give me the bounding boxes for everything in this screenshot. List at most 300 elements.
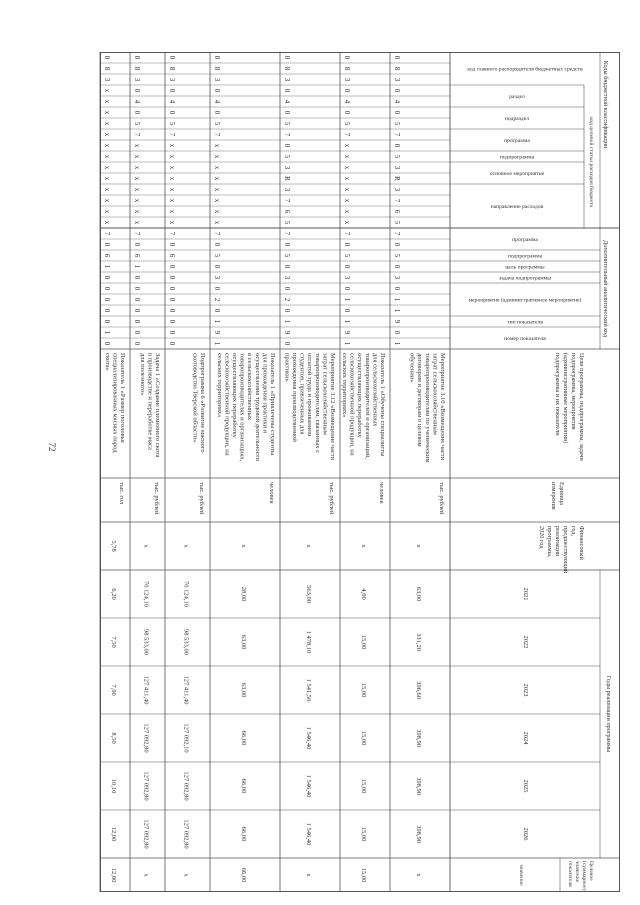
text-line: специализированных мясных пород: [111, 353, 119, 453]
row-base-value: x: [415, 544, 422, 548]
text-line: реализации: [554, 526, 561, 557]
code-column-header: раздел: [509, 94, 525, 100]
code-cell: 7: [343, 132, 351, 137]
row-year-value: 1 546,40: [305, 774, 312, 798]
code-cell: 1: [283, 319, 291, 324]
text-line: сельскохозяйственной продукции, на: [348, 353, 356, 456]
row-target-value: 12,00: [110, 867, 117, 883]
code-cell: 0: [283, 55, 291, 60]
row-year-value: 66,00: [240, 778, 247, 794]
row-year-value: 4,00: [360, 588, 367, 600]
code-column-header: подраздел: [505, 116, 529, 122]
code-cell: 3: [283, 165, 291, 170]
row-goal-text: [191, 353, 206, 453]
year-header-2022: 2022: [522, 635, 529, 649]
text-line: практики»: [283, 353, 291, 382]
code-cell: x: [133, 198, 141, 203]
code-cell: 0: [343, 242, 351, 247]
code-cell: 0: [213, 110, 221, 115]
code-cell: 2: [213, 297, 221, 302]
code-cell: 9: [283, 330, 291, 335]
code-cell: 5: [393, 154, 401, 159]
code-cell: x: [133, 220, 141, 225]
row-target-value: x: [415, 873, 422, 877]
code-cell: 0: [283, 286, 291, 291]
text-line: Подпрограмма 6 «Развитие мясного: [199, 353, 206, 453]
row-year-value: 127 092,80: [182, 819, 190, 849]
code-cell: 6: [393, 209, 401, 214]
code-cell: 6: [103, 253, 111, 258]
row-year-value: 331,20: [415, 633, 422, 651]
code-cell: 0: [133, 286, 141, 291]
row-year-value: 66,00: [240, 826, 247, 842]
code-cell: 3: [213, 77, 221, 82]
code-cell: 0: [393, 143, 401, 148]
code-cell: x: [103, 198, 111, 203]
code-cell: 0: [103, 308, 111, 313]
code-cell: 8: [133, 66, 141, 71]
code-cell: x: [213, 220, 221, 225]
code-cell: 7: [283, 198, 291, 203]
text-line: товаропроизводителях и организациях,: [238, 353, 246, 462]
code-cell: 1: [213, 319, 221, 324]
row-year-value: 127 092,80: [142, 771, 150, 801]
code-column-header: основное мероприятие: [489, 171, 545, 177]
year-header-2026: 2026: [522, 827, 529, 841]
row-target-value: x: [142, 873, 150, 877]
code-cell: x: [133, 187, 141, 192]
text-line: подпрограммы, мероприятия: [570, 353, 577, 430]
code-cell: x: [133, 176, 141, 181]
code-cell: x: [168, 165, 176, 170]
text-line: предшествующий: [562, 526, 569, 574]
row-goal-text: [104, 353, 126, 453]
code-cell: 7: [133, 132, 141, 137]
row-year-value: 127 092,80: [142, 819, 150, 849]
code-cell: 8: [343, 66, 351, 71]
code-cell: 0: [213, 286, 221, 291]
header-goal-column: [554, 353, 585, 461]
code-cell: 3: [213, 275, 221, 280]
code-cell: 0: [133, 308, 141, 313]
row-unit: человек: [378, 482, 385, 504]
code-column-header: подпрограмма: [499, 154, 535, 161]
code-cell: 7: [168, 132, 176, 137]
text-line: значение: [574, 861, 580, 883]
code-cell: 0: [168, 264, 176, 269]
header-budget-codes: Коды бюджетной классификации: [602, 60, 609, 149]
text-line: товаропроизводителям, связанных с: [313, 353, 321, 453]
code-cell: x: [133, 143, 141, 148]
code-cell: 3: [393, 77, 401, 82]
code-cell: 7: [168, 231, 176, 236]
code-cell: 0: [213, 264, 221, 269]
code-cell: 0: [133, 88, 141, 93]
code-cell: 0: [168, 286, 176, 291]
row-year-value: 127 411,40: [182, 675, 190, 705]
code-cell: 4: [283, 99, 291, 104]
code-cell: 1: [343, 297, 351, 302]
text-line: Целевое: [588, 861, 594, 881]
code-column-header: тип показателя: [507, 319, 543, 326]
code-cell: 8: [283, 66, 291, 71]
row-base-value: x: [142, 544, 150, 548]
code-cell: 0: [168, 308, 176, 313]
code-cell: 1: [393, 297, 401, 302]
code-column-header: задача подпрограммы: [499, 275, 551, 282]
code-cell: 9: [393, 319, 401, 324]
text-line: осуществления трудовой деятельности: [253, 353, 261, 461]
text-line: Цели программы, подпрограммы, задачи: [578, 353, 585, 461]
row-goal-text: [139, 353, 161, 458]
text-line: товаропроизводителей и организаций,: [363, 353, 371, 459]
code-cell: 6: [283, 209, 291, 214]
code-cell: x: [103, 154, 111, 159]
row-base-value: x: [360, 544, 367, 548]
code-cell: 0: [283, 341, 291, 346]
code-column-header: подпрограмма: [507, 253, 543, 260]
code-cell: 8: [393, 66, 401, 71]
code-cell: x: [168, 143, 176, 148]
row-year-value: 63,00: [240, 682, 247, 698]
code-cell: 7: [393, 198, 401, 203]
text-line: обучении»: [408, 353, 416, 383]
code-cell: 7: [393, 132, 401, 137]
row-year-value: 66,00: [240, 730, 247, 746]
row-base-value: x: [182, 544, 190, 548]
row-year-value: 398,90: [415, 729, 422, 747]
row-year-value: 15,00: [360, 778, 367, 794]
text-line: программы,: [546, 526, 553, 558]
row-year-value: 1 546,40: [305, 726, 312, 750]
code-cell: x: [213, 187, 221, 192]
code-cell: 5: [393, 220, 401, 225]
code-cell: x: [343, 165, 351, 170]
code-cell: 0: [133, 341, 141, 346]
code-cell: 9: [213, 330, 221, 335]
code-cell: x: [168, 220, 176, 225]
code-cell: 5: [168, 121, 176, 126]
code-cell: 1: [393, 341, 401, 346]
code-cell: 0: [133, 319, 141, 324]
code-cell: 7: [283, 132, 291, 137]
code-cell: 0: [168, 297, 176, 302]
year-header-2025: 2025: [522, 779, 529, 793]
code-cell: 0: [213, 55, 221, 60]
row-unit: тыс. рублей: [153, 482, 160, 515]
code-cell: x: [103, 220, 111, 225]
text-line: в производстве и переработке мяса: [146, 353, 154, 450]
code-cell: x: [103, 143, 111, 148]
text-line: затрат сельскохозяйственным: [431, 353, 439, 435]
code-cell: x: [103, 88, 111, 93]
row-year-value: 10,10: [110, 778, 117, 794]
text-line: год,: [570, 526, 577, 536]
code-cell: 0: [213, 308, 221, 313]
code-cell: x: [343, 176, 351, 181]
text-line: студентов, привлеченных для: [298, 353, 306, 435]
page-number: 72: [47, 442, 57, 452]
text-line: подпрограммы и их показатели: [554, 353, 561, 436]
text-line: для полезного»: [138, 353, 146, 396]
row-year-value: 396,60: [415, 681, 422, 699]
text-line: Показатель 1 «Обучены специалисты: [379, 353, 386, 457]
code-cell: 0: [168, 110, 176, 115]
code-column-header: код главного распорядителя бюджетных средств: [467, 66, 583, 73]
row-year-value: 127 411,40: [142, 675, 150, 705]
code-cell: 5: [213, 253, 221, 258]
row-year-value: 563,00: [305, 585, 312, 603]
row-year-value: 127 092,10: [182, 723, 190, 753]
code-column-header: направление расходов: [490, 204, 544, 210]
code-cell: 5: [393, 253, 401, 258]
row-year-value: 127 092,80: [182, 771, 190, 801]
code-cell: x: [103, 99, 111, 104]
header-unit-column: [550, 482, 565, 510]
budget-table: [90, 52, 620, 892]
row-goal-text: [283, 353, 336, 461]
code-cell: 0: [393, 286, 401, 291]
code-cell: 7: [393, 231, 401, 236]
code-cell: 4: [213, 99, 221, 104]
code-cell: 0: [393, 88, 401, 93]
code-cell: 0: [343, 110, 351, 115]
row-year-value: 70 124,10: [142, 581, 150, 607]
code-cell: 5: [283, 121, 291, 126]
code-cell: 0: [343, 286, 351, 291]
code-cell: x: [103, 121, 111, 126]
code-cell: x: [133, 154, 141, 159]
text-line: Показатель 1 «Привлечены студенты: [269, 353, 276, 456]
code-cell: 4: [168, 99, 176, 104]
row-unit: тыс. рублей: [198, 482, 205, 515]
code-cell: 5: [133, 121, 141, 126]
code-column-header: цель программы: [505, 264, 545, 271]
code-cell: 0: [168, 55, 176, 60]
text-line: товаропроизводителям по ученическим: [423, 353, 431, 463]
row-unit: тыс. рублей: [438, 482, 445, 515]
text-line: (административные мероприятия): [562, 353, 569, 444]
code-cell: x: [103, 110, 111, 115]
code-cell: 0: [133, 275, 141, 280]
code-cell: 7: [133, 231, 141, 236]
code-cell: 0: [393, 330, 401, 335]
text-line: затрат сельскохозяйственным: [321, 353, 329, 435]
code-cell: 0: [283, 143, 291, 148]
code-cell: 0: [133, 297, 141, 302]
code-cell: 5: [283, 253, 291, 258]
code-cell: 0: [168, 330, 176, 335]
code-cell: 5: [283, 154, 291, 159]
code-cell: 2: [283, 297, 291, 302]
row-year-value: 12,00: [110, 826, 117, 842]
code-cell: x: [103, 132, 111, 137]
code-cell: x: [168, 198, 176, 203]
text-line: прохождения производственной: [291, 353, 298, 442]
code-cell: 5: [343, 253, 351, 258]
row-year-value: 70 124,10: [182, 581, 190, 607]
code-column-header: мероприятие (административное мероприятие): [468, 297, 582, 304]
code-cell: 8: [103, 66, 111, 71]
text-line: Финансовый: [578, 526, 585, 560]
code-cell: x: [103, 176, 111, 181]
code-cell: 0: [343, 308, 351, 313]
row-base-value: x: [240, 544, 247, 548]
row-year-value: 7,50: [110, 636, 117, 648]
row-year-value: 398,90: [415, 825, 422, 843]
year-header-2021: 2021: [522, 587, 529, 601]
text-line: для прохождения практики и: [261, 353, 269, 434]
row-goal-text: [409, 353, 446, 463]
code-cell: 3: [283, 77, 291, 82]
code-cell: 3: [393, 187, 401, 192]
code-cell: 0: [168, 319, 176, 324]
header-finance-column: [538, 526, 585, 574]
code-cell: 5: [343, 121, 351, 126]
budget-table-canvas: [90, 52, 620, 892]
code-cell: 4: [393, 99, 401, 104]
text-line: Единица: [558, 482, 565, 505]
code-cell: x: [168, 187, 176, 192]
header-additional-code: Дополнительный аналитический код: [602, 240, 609, 337]
code-cell: 5: [393, 121, 401, 126]
code-cell: 5: [283, 220, 291, 225]
text-line: сельских территориях»: [341, 353, 348, 418]
code-cell: 4: [133, 99, 141, 104]
text-line: для сельскохозяйственных: [371, 353, 379, 427]
row-unit: тыс. гол: [118, 482, 125, 505]
row-year-value: 8,50: [110, 732, 117, 744]
text-line: сельскохозяйственной продукции, на: [223, 353, 231, 456]
row-year-value: 15,00: [360, 730, 367, 746]
row-goal-text: [341, 353, 386, 459]
row-year-value: 127 092,80: [142, 723, 150, 753]
text-line: Задача 1 «Создание племенного скота: [154, 353, 161, 458]
code-cell: x: [103, 209, 111, 214]
text-line: показателя: [567, 861, 573, 887]
code-cell: 6: [168, 253, 176, 258]
row-year-value: 6,20: [110, 588, 117, 600]
year-header-2024: 2024: [522, 731, 529, 745]
text-line: (суммарное): [581, 861, 587, 891]
code-cell: 3: [393, 165, 401, 170]
code-cell: R: [283, 176, 291, 181]
code-column-header: номер показателя: [504, 336, 546, 342]
code-cell: 3: [283, 187, 291, 192]
row-target-value: 15,00: [360, 867, 367, 883]
code-cell: x: [168, 154, 176, 159]
header-years: Годы реализации программы: [605, 675, 612, 753]
code-column-header: программа: [512, 237, 538, 243]
code-cell: 0: [393, 242, 401, 247]
row-year-value: 63,00: [240, 634, 247, 650]
code-cell: x: [213, 176, 221, 181]
code-cell: 3: [168, 77, 176, 82]
code-cell: 1: [343, 319, 351, 324]
code-cell: 0: [168, 88, 176, 93]
code-cell: 8: [168, 66, 176, 71]
code-cell: x: [343, 143, 351, 148]
code-cell: 0: [283, 110, 291, 115]
text-line: осуществляющих переработку: [231, 353, 238, 438]
code-cell: 0: [213, 242, 221, 247]
code-cell: 0: [103, 55, 111, 60]
code-cell: 8: [213, 66, 221, 71]
code-cell: x: [213, 209, 221, 214]
row-year-value: 98 533,00: [182, 629, 190, 655]
code-cell: 0: [133, 242, 141, 247]
code-cell: 3: [283, 275, 291, 280]
row-goal-text: [216, 353, 276, 462]
code-cell: 3: [343, 77, 351, 82]
code-cell: x: [343, 198, 351, 203]
code-cell: x: [133, 209, 141, 214]
code-cell: 6: [133, 253, 141, 258]
code-cell: x: [103, 165, 111, 170]
text-line: скотоводства Тверской области»: [191, 353, 199, 443]
code-cell: 1: [213, 341, 221, 346]
code-cell: x: [343, 187, 351, 192]
code-cell: 0: [393, 264, 401, 269]
rotated-page: [90, 52, 620, 892]
code-cell: 0: [283, 88, 291, 93]
text-line: Мероприятие 3.12 «Возмещение части: [329, 353, 336, 461]
code-cell: 1: [393, 308, 401, 313]
code-cell: x: [343, 220, 351, 225]
code-cell: 4: [343, 99, 351, 104]
text-line: Мероприятие 3.10 «Возмещение части: [439, 353, 446, 461]
code-cell: 0: [343, 264, 351, 269]
code-cell: 0: [343, 88, 351, 93]
header-target-column: [567, 861, 594, 891]
code-cell: 3: [103, 77, 111, 82]
code-cell: 0: [133, 110, 141, 115]
code-cell: 0: [103, 286, 111, 291]
row-year-value: 15,00: [360, 682, 367, 698]
code-cell: 0: [103, 341, 111, 346]
code-cell: 0: [168, 242, 176, 247]
row-year-value: 15,00: [360, 826, 367, 842]
code-cell: 7: [213, 231, 221, 236]
row-year-value: 1 478,10: [305, 630, 312, 654]
code-cell: x: [343, 154, 351, 159]
row-year-value: 1 546,40: [305, 822, 312, 846]
text-line: оплатой труда и проживанием: [306, 353, 314, 437]
text-line: измерения: [550, 482, 557, 510]
row-year-value: 398,90: [415, 777, 422, 795]
code-cell: x: [213, 198, 221, 203]
code-cell: 0: [283, 242, 291, 247]
code-column-header: программа: [504, 138, 530, 144]
code-cell: 0: [283, 264, 291, 269]
code-cell: x: [133, 165, 141, 170]
text-line: в сельскохозяйственных: [246, 353, 254, 421]
code-cell: 0: [103, 242, 111, 247]
code-cell: R: [393, 176, 401, 181]
row-year-value: 15,00: [360, 634, 367, 650]
code-cell: 0: [213, 88, 221, 93]
code-cell: x: [213, 165, 221, 170]
row-unit: тыс. рублей: [328, 482, 335, 515]
code-cell: 7: [213, 132, 221, 137]
code-cell: 1: [133, 264, 141, 269]
header-value: значение: [518, 864, 524, 886]
code-cell: 1: [343, 341, 351, 346]
text-line: Показатель 1 «Размер поголовья: [119, 353, 126, 443]
table-frame: [101, 53, 620, 892]
code-cell: 0: [393, 110, 401, 115]
code-cell: x: [168, 176, 176, 181]
